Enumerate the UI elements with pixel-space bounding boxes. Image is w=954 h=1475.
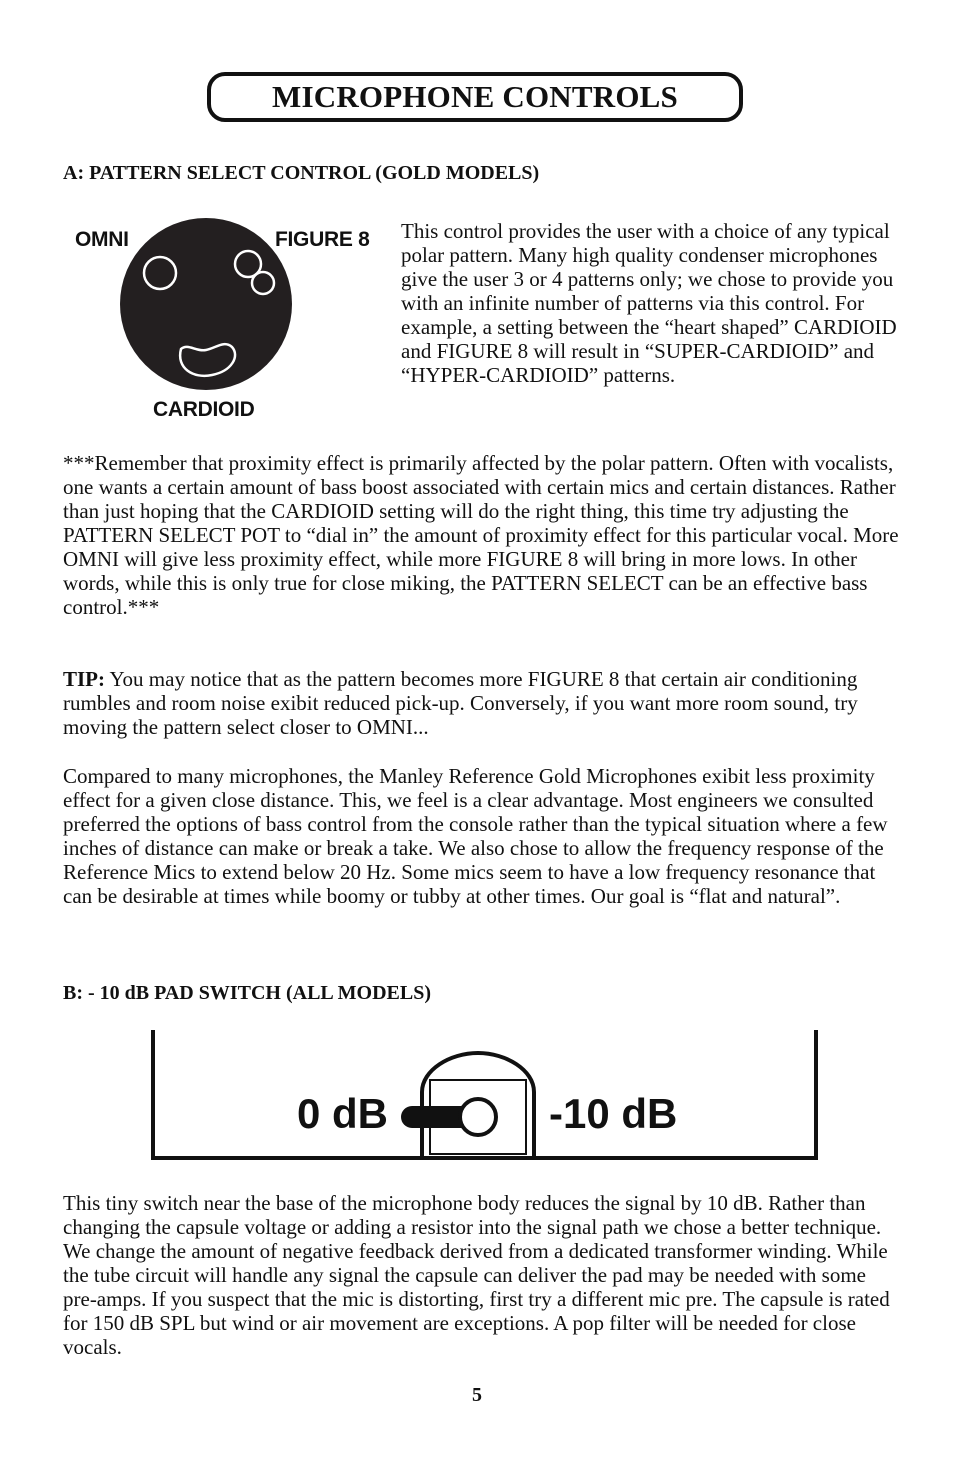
pad-switch-diagram xyxy=(150,1030,820,1162)
knob-body xyxy=(120,218,292,390)
switch-knob-icon xyxy=(460,1099,496,1135)
pad-label-minus10db: -10 dB xyxy=(549,1090,678,1137)
page-number: 5 xyxy=(472,1384,482,1406)
pad-switch-text: This tiny switch near the base of the microphone body reduces the signal by 10 dB. Rather than changing the capsule voltage or adding a resistor into the signal path we chose a better technique. We change the amount of negative feedback derived from a dedicated transformer winding. While the tube circuit will handle any signal the capsule can deliver the pad may be needed with some pre-amps. If you suspect that the mic is distorting, first try a different mic pre. The capsule is rated for 150 dB SPL but wind or air movement are exceptions. A pop filter will be needed for close vocals. xyxy=(63,1191,890,1359)
switch-panel-outline xyxy=(153,1030,816,1158)
pattern-intro-text: This control provides the user with a choice of any typical polar pattern. Many high quality condenser microphones give the user 3 or 4 patterns only; we chose to provide you with an infinite number of patterns via this control. For example, a setting between the “heart shaped” CARDIOID and FIGURE 8 will result in “SUPER-CARDIOID” and “HYPER-CARDIOID” patterns. xyxy=(401,219,897,387)
page-title: MICROPHONE CONTROLS xyxy=(272,79,678,114)
pattern-knob-diagram xyxy=(118,216,298,396)
cardioid-label: CARDIOID xyxy=(153,398,255,421)
tip-text: You may notice that as the pattern becomes more FIGURE 8 that certain air conditioning rumbles and room noise exibit reduced pick-up. Conversely, if you want more room sound, try moving the pattern select closer to OMNI... xyxy=(63,667,858,739)
tip-label: TIP: xyxy=(63,667,105,691)
proximity-text: ***Remember that proximity effect is primarily affected by the polar pattern. Often with vocalists, one wants a certain amount of bass boost associated with certain mics and certain distances. Rather than just hoping that the CARDIOID setting will do the right thing, this time try adjusting the PATTERN SELECT POT to “dial in” the amount of proximity effect for this particular vocal. More OMNI will give less proximity effect, while more FIGURE 8 will bring in more lows. In other words, while this is only true for close miking, the PATTERN SELECT can be an effective bass control.*** xyxy=(63,451,899,619)
section-a-heading: A: PATTERN SELECT CONTROL (GOLD MODELS) xyxy=(63,162,540,184)
figure8-label: FIGURE 8 xyxy=(275,228,370,251)
compare-text: Compared to many microphones, the Manley Reference Gold Microphones exibit less proximity effect for a given close distance. This, we feel is a clear advantage. Most engineers we consulted preferred the options of bass control from the console rather than the typical situation where a few inches of distance can make or break a take. We also chose to allow the frequency response of the Reference Mics to extend below 20 Hz. Some mics seem to have a low frequency resonance that can be desirable at times while boomy or tubby at other times. Our goal is “flat and natural”. xyxy=(63,764,888,908)
pad-label-0db: 0 dB xyxy=(297,1090,389,1137)
omni-label: OMNI xyxy=(75,228,129,251)
tip-paragraph xyxy=(63,667,903,739)
title-box xyxy=(207,72,743,122)
section-b-heading: B: - 10 dB PAD SWITCH (ALL MODELS) xyxy=(63,982,432,1004)
